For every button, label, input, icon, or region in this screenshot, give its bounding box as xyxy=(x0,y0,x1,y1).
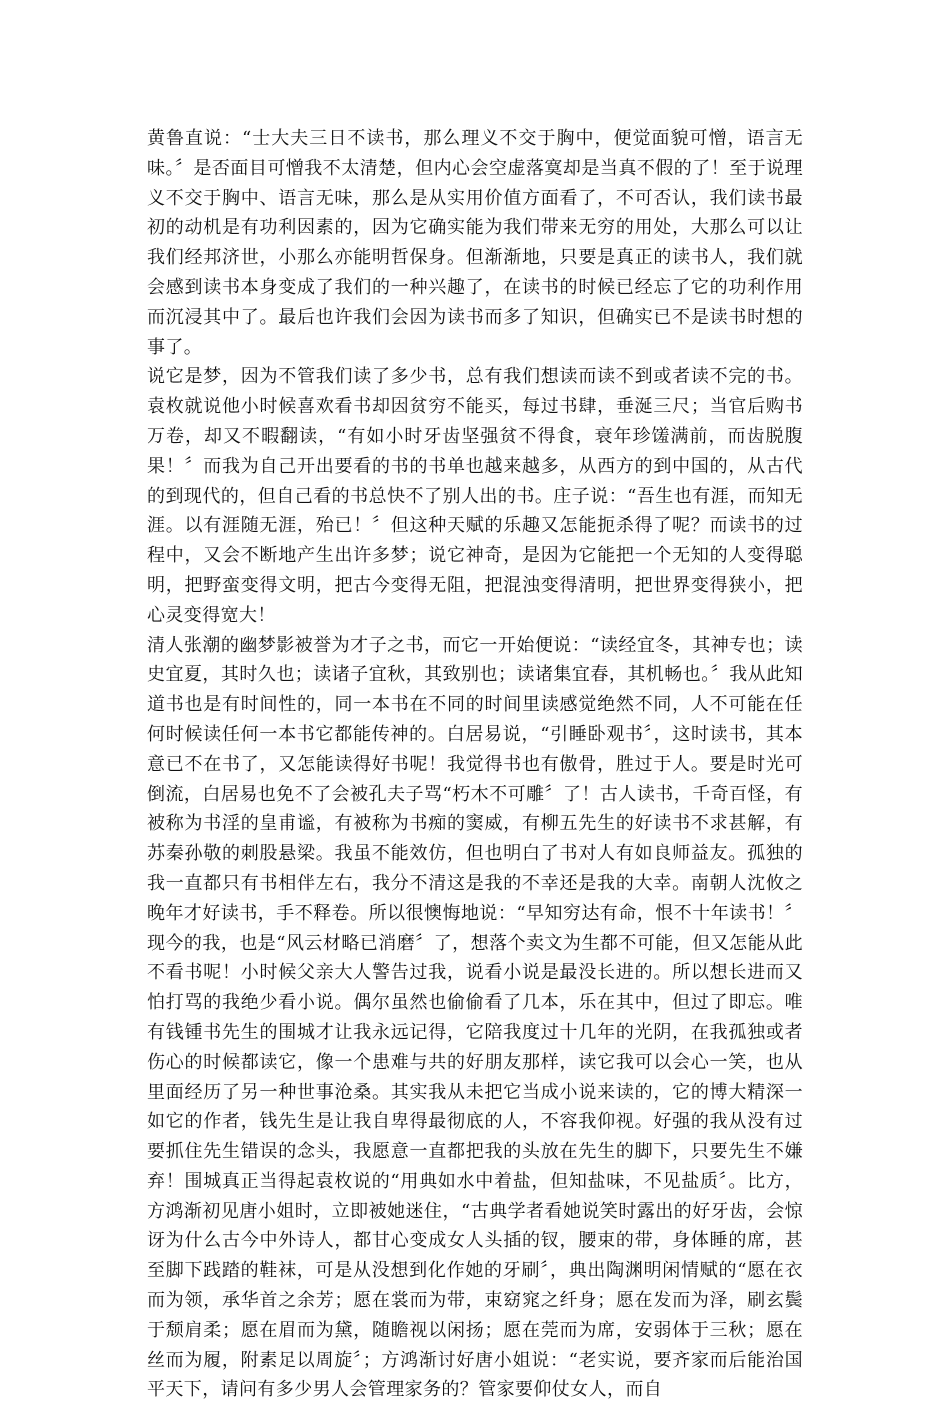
document-body xyxy=(147,124,803,1405)
paragraph-1: 黄鲁直说：“士大夫三日不读书，那么理义不交于胸中，便觉面貌可憎，语言无味。〞是否面目可憎我不太清楚，但内心会空虚落寞却是当真不假的了！至于说理义不交于胸中、语言无味，那么是从实用价值方面看了，不可否认，我们读书最初的动机是有功利因素的，因为它确实能为我们带来无穷的用处，大那么可以让我们经邦济世，小那么亦能明哲保身。但渐渐地，只要是真正的读书人，我们就会感到读书本身变成了我们的一种兴趣了，在读书的时候已经忘了它的功利作用而沉浸其中了。最后也许我们会因为读书而多了知识，但确实已不是读书时想的事了。 xyxy=(147,128,803,358)
paragraph-2: 说它是梦，因为不管我们读了多少书，总有我们想读而读不到或者读不完的书。袁枚就说他小时候喜欢看书却因贫穷不能买，每过书肆，垂涎三尺；当官后购书万卷，却又不暇翻读，“有如小时牙齿坚强贫不得食，衰年珍馐满前，而齿脱腹果！〞而我为自己开出要看的书的书单也越来越多，从西方的到中国的，从古代的到现代的，但自己看的书总快不了别人出的书。庄子说：“吾生也有涯，而知无涯。以有涯随无涯，殆已！〞但这种天赋的乐趣又怎能扼杀得了呢？而读书的过程中，又会不断地产生出许多梦；说它神奇，是因为它能把一个无知的人变得聪明，把野蛮变得文明，把古今变得无阻，把混浊变得清明，把世界变得狭小，把心灵变得宽大！ xyxy=(147,366,803,626)
paragraph-3: 清人张潮的幽梦影被誉为才子之书，而它一开始便说：“读经宜冬，其神专也；读史宜夏，其时久也；读诸子宜秋，其致别也；读诸集宜春，其机畅也。〞我从此知道书也是有时间性的，同一本书在不同的时间里读感觉绝然不同，人不可能在任何时候读任何一本书它都能传神的。白居易说，“引睡卧观书〞，这时读书，其本意已不在书了，又怎能读得好书呢！我觉得书也有傲骨，胜过于人。要是时光可倒流，白居易也免不了会被孔夫子骂“朽木不可雕〞了！古人读书，千奇百怪，有被称为书淫的皇甫谧，有被称为书痴的窦威，有柳五先生的好读书不求甚解，有苏秦孙敬的刺股悬梁。我虽不能效仿，但也明白了书对人有如良师益友。孤独的我一直都只有书相伴左右，我分不清这是我的不幸还是我的大幸。南朝人沈攸之晚年才好读书，手不释卷。所以很懊悔地说：“早知穷达有命，恨不十年读书！〞现今的我，也是“风云材略已消磨〞了，想落个卖文为生都不可能，但又怎能从此不看书呢！小时候父亲大人警告过我，说看小说是最没长进的。所以想长进而又怕打骂的我绝少看小说。偶尔虽然也偷偷看了几本，乐在其中，但过了即忘。唯有钱锺书先生的围城才让我永远记得，它陪我度过十几年的光阴，在我孤独或者伤心的时候都读它，像一个患难与共的好朋友那样，读它我可以会心一笑，也从里面经历了另一种世事沧桑。其实我从未把它当成小说来读的，它的博大精深一如它的作者，钱先生是让我自卑得最彻底的人，不容我仰视。好强的我从没有过要抓住先生错误的念头，我愿意一直都把我的头放在先生的脚下，只要先生不嫌弃！围城真正当得起袁枚说的“用典如水中着盐，但知盐味，不见盐质〞。比方，方鸿渐初见唐小姐时，立即被她迷住，“古典学者看她说笑时露出的好牙齿，会惊讶为什么古今中外诗人，都甘心变成女人头插的钗，腰束的带，身体睡的席，甚至脚下践踏的鞋袜，可是从没想到化作她的牙刷〞，典出陶渊明闲情赋的“愿在衣而为领，承华首之余芳；愿在裳而为带，束窈窕之纤身；愿在发而为泽，刷玄鬓于颓肩柔；愿在眉而为黛，随瞻视以闲扬；愿在莞而为席，安弱体于三秋；愿在丝而为履，附素足以周旋〞；方鸿渐讨好唐小姐说：“老实说，要齐家而后能治国平天下，请问有多少男人会管理家务的？管家要仰仗女人，而自 xyxy=(147,634,803,1401)
